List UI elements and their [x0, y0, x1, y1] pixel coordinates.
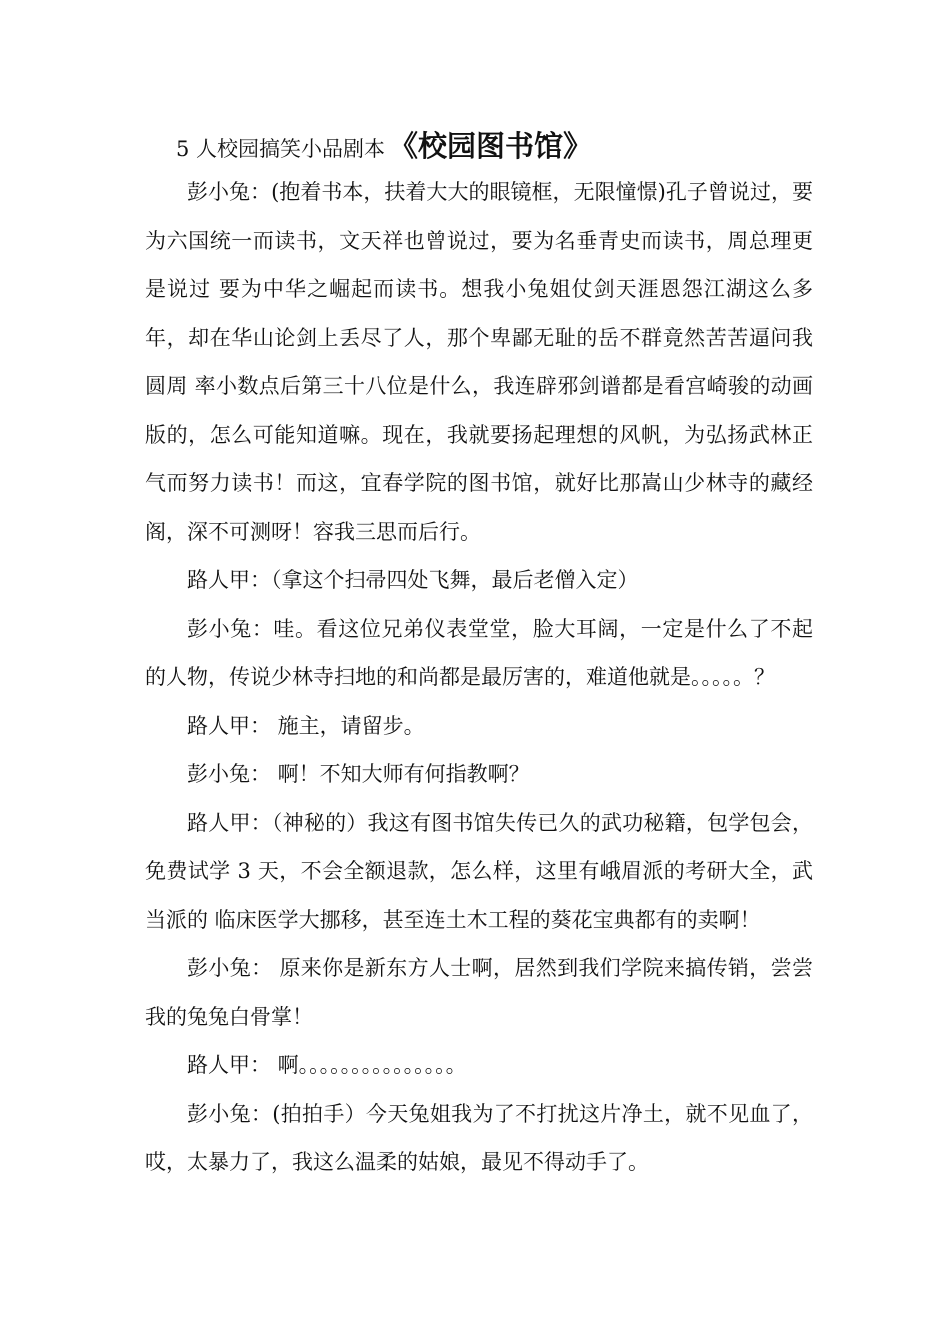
- dialogue-paragraph: 彭小兔： 啊！不知大师有何指教啊？: [187, 762, 530, 786]
- dialogue-paragraph: 路人甲：（神秘的）我这有图书馆失传已久的武功秘籍，包学包会，免费试学 3 天，不会全额退款，怎么样，这里有峨眉派的考研大全，武当派的 临床医学大挪移，甚至连土木工程的葵花宝典都有的卖啊！: [145, 810, 813, 932]
- dialogue-paragraph: 路人甲： 施主，请留步。: [187, 713, 425, 738]
- document-title: [176, 120, 592, 172]
- script-body: [145, 168, 813, 1187]
- dialogue-paragraph: 路人甲： 啊。。。。。。。。。。。。。。。: [187, 1053, 467, 1077]
- dialogue-paragraph: 彭小兔：(拍拍手）今天兔姐我为了不打扰这片净土，就不见血了，哎，太暴力了，我这么温柔的姑娘，最见不得动手了。: [145, 1101, 813, 1174]
- title-main: 《校园图书馆》: [389, 129, 593, 163]
- dialogue-paragraph: 彭小兔：(抱着书本，扶着大大的眼镜框，无限憧憬)孔子曾说过，要为六国统一而读书，文天祥也曾说过，要为名垂青史而读书，周总理更是说过 要为中华之崛起而读书。想我小兔姐仗剑天涯恩怨江湖这么多年，却在华山论剑上丢尽了人，那个卑鄙无耻的岳不群竟然苦苦逼问我圆周 率小数点后第三十八位是什么，我连辟邪剑谱都是看宫崎骏的动画版的，怎么可能知道嘛。现在，我就要扬起理想的风帆，为弘扬武林正 气而努力读书！而这，宜春学院的图书馆，就好比那嵩山少林寺的藏经阁，深不可测呀！容我三思而后行。: [145, 180, 813, 544]
- dialogue-paragraph: 彭小兔：哇。看这位兄弟仪表堂堂，脸大耳阔，一定是什么了不起的人物，传说少林寺扫地的和尚都是最厉害的，难道他就是。。。。。？: [145, 616, 813, 689]
- title-prefix: 5 人校园搞笑小品剧本: [176, 137, 386, 161]
- dialogue-paragraph: 彭小兔： 原来你是新东方人士啊，居然到我们学院来搞传销，尝尝我的兔兔白骨掌！: [145, 956, 813, 1029]
- dialogue-paragraph: 路人甲：（拿这个扫帚四处飞舞，最后老僧入定）: [187, 568, 639, 592]
